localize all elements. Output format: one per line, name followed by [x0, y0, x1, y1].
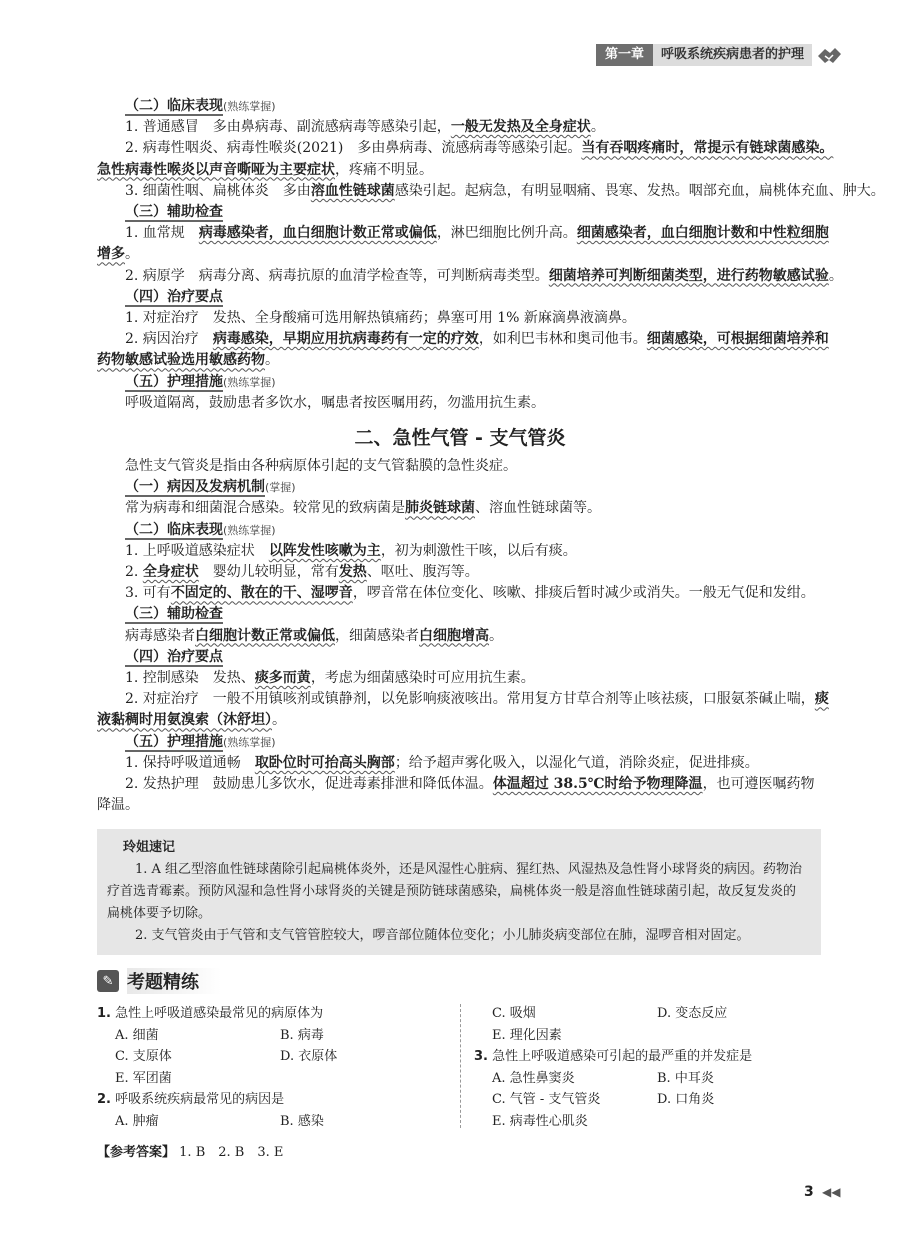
memo-box — [97, 829, 821, 955]
exercise-heading — [97, 968, 221, 994]
option: C. 支原体 — [115, 1049, 172, 1064]
section-heading: （五）护理措施(熟练掌握) — [125, 373, 276, 390]
option: E. 理化因素 — [492, 1027, 562, 1043]
section-heading: （一）病因及发病机制(掌握) — [125, 479, 296, 496]
answer-key — [97, 1141, 283, 1160]
memo-title: 玲姐速记 — [123, 840, 176, 855]
paragraph: 3. 可有不固定的、散在的干、湿啰音，啰音常在体位变化、咳嗽、排痰后暂时减少或消失。一般无气促和发绀。 — [125, 585, 815, 602]
paragraph: 3. 细菌性咽、扁桃体炎 多由溶血性链球菌感染引起。起病急，有明显咽痛、畏寒、发热。咽部充血，扁桃体充血、肿大。 — [125, 182, 885, 199]
option: A. 细菌 — [115, 1027, 159, 1043]
option: B. 感染 — [280, 1113, 324, 1129]
paragraph: 药物敏感试验选用敏感药物。 — [97, 352, 279, 369]
section-heading: （二）临床表现(熟练掌握) — [125, 98, 276, 114]
question: 1. 急性上呼吸道感染最常见的病原体为 — [97, 1006, 324, 1021]
option: B. 病毒 — [280, 1027, 324, 1043]
paragraph: 2. 对症治疗 一般不用镇咳剂或镇静剂，以免影响痰液咳出。常用复方甘草合剂等止咳祛痰，口服氨茶碱止喘，痰 — [125, 691, 829, 708]
question-options — [97, 1025, 457, 1090]
paragraph: 2. 发热护理 鼓励患儿多饮水，促进毒素排泄和降低体温。体温超过 38.5℃时给予物理降温，也可遵医嘱药物 — [125, 776, 815, 793]
option: E. 军团菌 — [115, 1070, 172, 1086]
section-heading: （四）治疗要点 — [125, 648, 223, 665]
pencil-note-icon: ✎ — [97, 970, 119, 992]
paragraph: 1. 血常规 病毒感染者，血白细胞计数正常或偏低，淋巴细胞比例升高。细菌感染者，血白细胞计数和中性粒细胞 — [125, 225, 829, 242]
memo-paragraph: 2. 支气管炎由于气管和支气管管腔较大，啰音部位随体位变化；小儿肺炎病变部位在肺，湿啰音相对固定。 — [135, 928, 750, 943]
exercise-column-right — [474, 1003, 824, 1132]
main-content — [97, 96, 885, 817]
page-number: 3 — [804, 1184, 814, 1200]
option: D. 衣原体 — [280, 1049, 338, 1064]
option: A. 急性鼻窦炎 — [492, 1070, 575, 1086]
option: C. 吸烟 — [492, 1006, 536, 1021]
question-options — [97, 1111, 457, 1133]
paragraph: 病毒感染者白细胞计数正常或偏低，细菌感染者白细胞增高。 — [125, 627, 503, 644]
chapter-title: 呼吸系统疾病患者的护理 — [653, 44, 812, 66]
paragraph: 液黏稠时用氨溴索（沐舒坦）。 — [97, 712, 286, 729]
paragraph: 常为病毒和细菌混合感染。较常见的致病菌是肺炎链球菌、溶血性链球菌等。 — [125, 500, 601, 517]
option: A. 肿瘤 — [115, 1113, 159, 1129]
paragraph: 降温。 — [97, 797, 139, 814]
question-options — [474, 1003, 824, 1046]
paragraph: 呼吸道隔离，鼓励患者多饮水，嘱患者按医嘱用药，勿滥用抗生素。 — [125, 394, 545, 411]
section-heading: （五）护理措施(熟练掌握) — [125, 733, 276, 750]
question: 3. 急性上呼吸道感染可引起的最严重的并发症是 — [474, 1049, 753, 1064]
paragraph: 1. 对症治疗 发热、全身酸痛可选用解热镇痛药；鼻塞可用 1% 新麻滴鼻液滴鼻。 — [125, 310, 636, 327]
paragraph: 2. 全身症状 婴幼儿较明显，常有发热、呕吐、腹泻等。 — [125, 564, 479, 581]
section-heading: （四）治疗要点 — [125, 288, 223, 305]
page-header — [596, 44, 842, 66]
section-heading: （三）辅助检查 — [125, 606, 223, 623]
answer-values: 1. B 2. B 3. E — [179, 1145, 284, 1160]
handshake-logo-icon — [816, 44, 842, 66]
paragraph: 2. 病毒性咽炎、病毒性喉炎(2021) 多由鼻病毒、流感病毒等感染引起。当有吞咽疼痛时，常提示有链球菌感染。 — [125, 140, 834, 157]
column-divider — [460, 1004, 461, 1128]
double-chevron-left-icon: ◀◀ — [822, 1185, 841, 1199]
paragraph: 1. 普通感冒 多由鼻病毒、副流感病毒等感染引起，一般无发热及全身症状。 — [125, 119, 605, 136]
option: B. 中耳炎 — [657, 1070, 714, 1086]
paragraph: 1. 控制感染 发热、痰多而黄，考虑为细菌感染时可应用抗生素。 — [125, 670, 535, 687]
question: 2. 呼吸系统疾病最常见的病因是 — [97, 1092, 285, 1107]
exercise-title: 考题精练 — [127, 968, 221, 994]
memo-paragraph: 1. A 组乙型溶血性链球菌除引起扁桃体炎外，还是风湿性心脏病、猩红热、风湿热及急性肾小球肾炎的病因。药物治疗首选青霉素。预防风湿和急性肾小球肾炎的关键是预防链球菌感染，扁桃体炎一般是溶血性链球菌引起，故反复发炎的扁桃体要予切除。 — [107, 862, 803, 921]
option: D. 口角炎 — [657, 1092, 715, 1107]
paragraph: 2. 病因治疗 病毒感染，早期应用抗病毒药有一定的疗效，如利巴韦林和奥司他韦。细菌感染，可根据细菌培养和 — [125, 331, 829, 348]
option: D. 变态反应 — [657, 1006, 728, 1021]
paragraph: 1. 上呼吸道感染症状 以阵发性咳嗽为主，初为刺激性干咳，以后有痰。 — [125, 542, 577, 559]
part-title: 二、急性气管 - 支气管炎 — [354, 427, 566, 450]
paragraph: 急性支气管炎是指由各种病原体引起的支气管黏膜的急性炎症。 — [125, 458, 517, 475]
paragraph: 急性病毒性喉炎以声音嘶哑为主要症状，疼痛不明显。 — [97, 161, 433, 178]
section-heading: （三）辅助检查 — [125, 204, 223, 221]
paragraph: 增多。 — [97, 246, 139, 263]
chapter-label: 第一章 — [596, 44, 653, 66]
paragraph: 1. 保持呼吸道通畅 取卧位时可抬高头胸部；给予超声雾化吸入，以湿化气道，消除炎症，促进排痰。 — [125, 754, 759, 771]
section-heading: （二）临床表现(熟练掌握) — [125, 521, 276, 538]
option: C. 气管 - 支气管炎 — [492, 1092, 601, 1107]
paragraph: 2. 病原学 病毒分离、病毒抗原的血清学检查等，可判断病毒类型。细菌培养可判断细菌类型，进行药物敏感试验。 — [125, 267, 843, 284]
exercise-column-left — [97, 1003, 457, 1132]
answer-label: 【参考答案】 — [97, 1145, 176, 1160]
option: E. 病毒性心肌炎 — [492, 1113, 588, 1129]
question-options — [474, 1068, 824, 1133]
